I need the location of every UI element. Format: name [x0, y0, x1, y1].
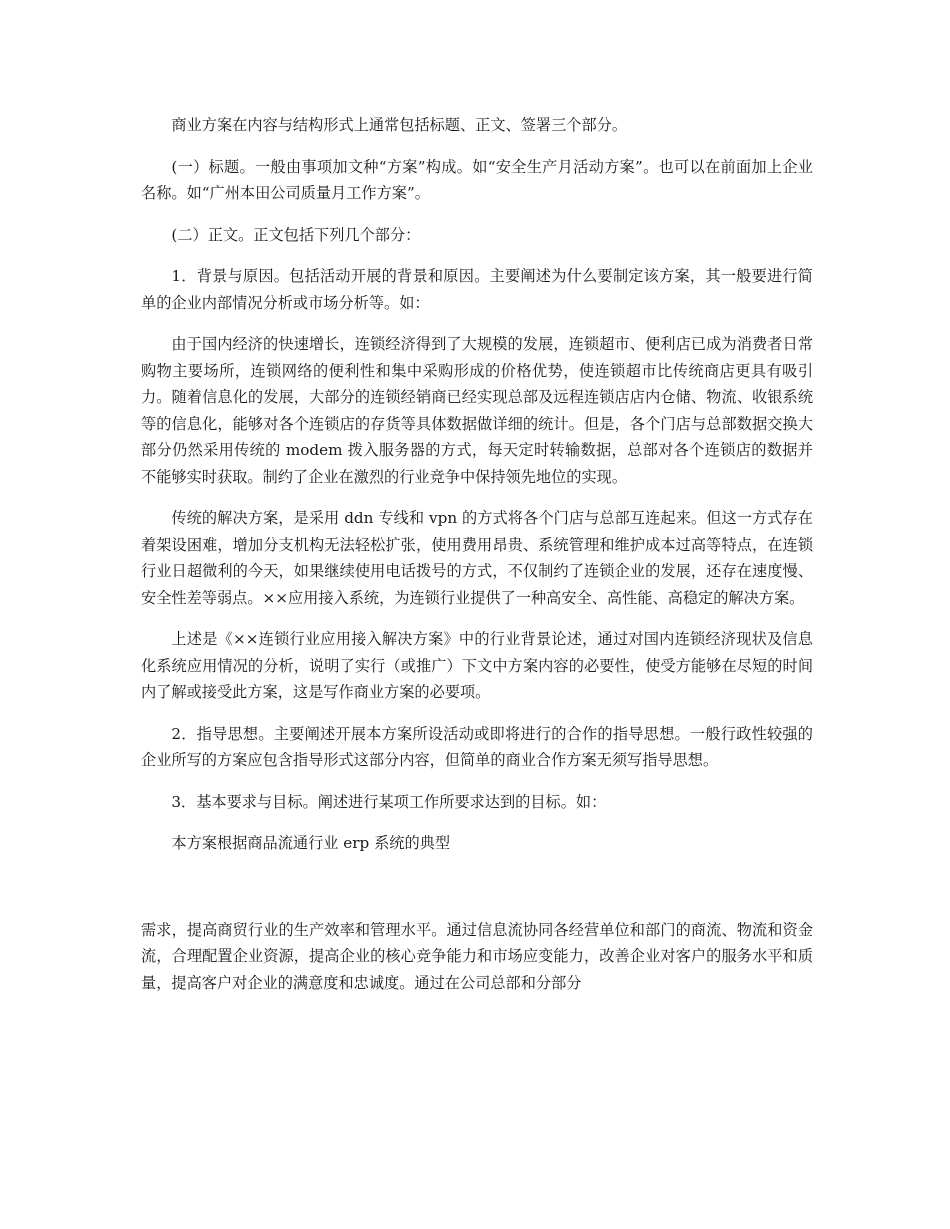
page-break-gap: [141, 872, 813, 917]
paragraph-commentary: 上述是《××连锁行业应用接入解决方案》中的行业背景论述，通过对国内连锁经济现状及信息化系统应用情况的分析，说明了实行（或推广）下文中方案内容的必要性，使受方能够在尽短的时间内了解或接受此方案，这是写作商业方案的必要项。: [141, 630, 813, 701]
paragraph-background: 1．背景与原因。包括活动开展的背景和原因。主要阐述为什么要制定该方案，其一般要进行简单的企业内部情况分析或市场分析等。如：: [141, 267, 813, 312]
paragraph-title-section: (一）标题。一般由事项加文种“方案”构成。如“安全生产月活动方案”。也可以在前面加上企业名称。如“广州本田公司质量月工作方案”。: [141, 157, 813, 202]
paragraph-requirements: 3．基本要求与目标。阐述进行某项工作所要求达到的目标。如：: [171, 792, 607, 811]
paragraph-example-solution: 传统的解决方案，是采用 ddn 专线和 vpn 的方式将各个门店与总部互连起来。但这一方式存在着架设困难，增加分支机构无法轻松扩张，使用费用昂贵、系统管理和维护成本过高等特点，在连锁行业日超微利的今天，如果继续使用电话拨号的方式，不仅制约了连锁企业的发展，还存在速度慢、安全性差等弱点。××应用接入系统，为连锁行业提供了一种高安全、高性能、高稳定的解决方案。: [141, 509, 813, 607]
paragraph-guiding-thought: 2．指导思想。主要阐述开展本方案所设活动或即将进行的合作的指导思想。一般行政性较强的企业所写的方案应包含指导形式这部分内容，但简单的商业合作方案无须写指导思想。: [141, 724, 813, 769]
paragraph-example-economy: 由于国内经济的快速增长，连锁经济得到了大规模的发展，连锁超市、便利店已成为消费者日常购物主要场所，连锁网络的便利性和集中采购形成的价格优势，使连锁超市比传统商店更具有吸引力。随着信息化的发展，大部分的连锁经销商已经实现总部及远程连锁店店内仓储、物流、收银系统等的信息化，能够对各个连锁店的存货等具体数据做详细的统计。但是，各个门店与总部数据交换大部分仍然采用传统的 modem 拨入服务器的方式，每天定时转输数据，总部对各个连锁店的数据并不能够实时获取。制约了企业在激烈的行业竞争中保持领先地位的实现。: [141, 335, 813, 486]
document-body: [141, 112, 813, 1011]
paragraph-intro: 商业方案在内容与结构形式上通常包括标题、正文、签署三个部分。: [171, 116, 628, 134]
paragraph-body-section: (二）正文。正文包括下列几个部分：: [171, 225, 421, 244]
paragraph-example-erp-continued: 需求，提高商贸行业的生产效率和管理水平。通过信息流协同各经营单位和部门的商流、物流和资金流，合理配置企业资源，提高企业的核心竞争能力和市场应变能力，改善企业对客户的服务水平和质量，提高客户对企业的满意度和忠诚度。通过在公司总部和分部分: [141, 920, 813, 992]
paragraph-example-erp-start: 本方案根据商品流通行业 erp 系统的典型: [171, 834, 451, 852]
